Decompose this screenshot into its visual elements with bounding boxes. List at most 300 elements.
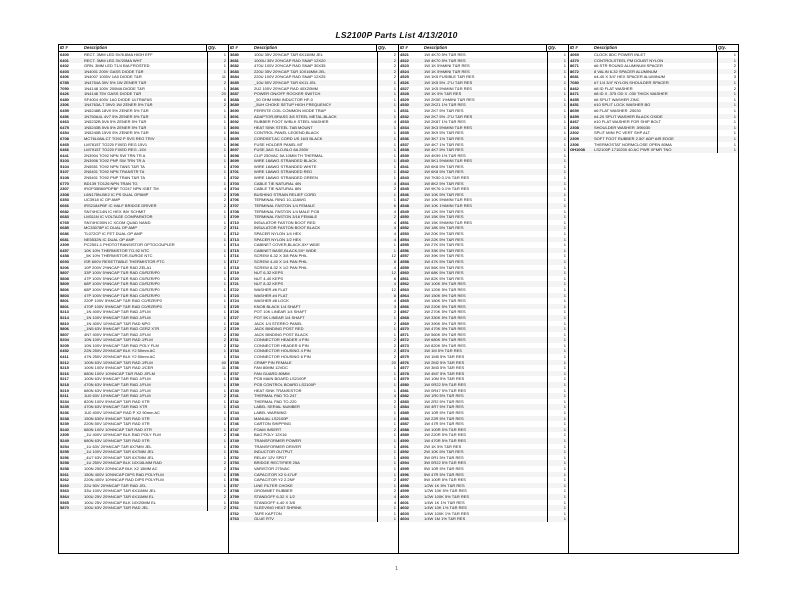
part-description: 1W 330K 5% T&R RES — [424, 314, 466, 320]
part-id: 4528 — [400, 91, 409, 97]
part-id: 2305 — [60, 432, 69, 438]
part-description: SLEEVING HEAT SHRINK — [254, 505, 302, 511]
part-qty: 1 — [547, 393, 568, 399]
part-id: 3699 — [230, 158, 239, 164]
part-description: 1W 10R 5% T&R RES — [424, 410, 464, 415]
part-qty: 1 — [547, 326, 568, 332]
part-id: 4575 — [400, 354, 409, 360]
part-qty: 1 — [207, 130, 228, 136]
part-description: _4U7 63V 20%NCAP T&R 6X7MM JEL — [84, 454, 154, 460]
part-description: INSULATOR FASTON BOOT BLACK — [254, 225, 321, 231]
part-id: 3689 — [230, 102, 239, 108]
part-id: 3741 — [230, 393, 239, 399]
part-description: TAPE KAPTON — [254, 510, 282, 516]
part-description: CONTROLSTEEL PM DOUBT NYLON — [594, 57, 664, 63]
part-description: POWER ON/OFF ROCKER SWITCH — [254, 91, 321, 97]
part-description: TRANSFORMER POWER — [254, 437, 302, 443]
part-id: 5808 — [60, 275, 69, 281]
part-qty: 1 — [547, 500, 568, 506]
part-description: 10P 200V 2%NCAP T&R RAD ZELA1 — [84, 264, 152, 270]
part-qty: 1 — [547, 321, 568, 327]
part-description: CLOCK 8DC POWER INLET — [594, 52, 646, 57]
part-description: SPACER NYLON 1/2 HEX — [254, 236, 302, 242]
part-description: 1W 0R22 5% T&R RES — [424, 382, 466, 388]
part-qty: 1 — [547, 158, 568, 164]
part-description: JACK 1/4 STEREO PANEL — [254, 320, 303, 326]
part-qty: 1 — [377, 175, 398, 181]
table-row — [229, 516, 398, 522]
part-id: 3731 — [230, 337, 239, 343]
part-id: 6463 — [60, 119, 69, 125]
part-id: 3749 — [230, 437, 239, 443]
part-id: 3686 — [230, 85, 239, 91]
part-id: 8471 — [570, 91, 579, 97]
column-header — [229, 45, 398, 52]
part-id: 6685 — [60, 225, 69, 231]
part-qty: 1 — [207, 142, 228, 148]
part-id: 3692 — [230, 119, 239, 125]
part-id: 2306 — [570, 141, 579, 147]
part-description: 1N4754A 39V 5% 1W ZENER T&R — [84, 79, 147, 85]
part-description: 1W 560K 5% T&R RES — [424, 331, 466, 337]
part-description: 680N 63V 5%NCAP T&R RAD J/FLM — [84, 387, 151, 393]
part-description: PCB CONTROL BOARD LS2100P — [254, 382, 316, 388]
table-row — [569, 147, 738, 153]
part-qty: 1 — [207, 114, 228, 120]
part-description: 5W 100R 5% T&R RES — [424, 477, 466, 483]
header-qty: Qty. — [716, 45, 738, 51]
part-qty: 1 — [207, 237, 228, 243]
part-id: 3738 — [230, 376, 239, 382]
part-description: NE5532N IC DUAL OP AMP — [84, 236, 135, 242]
part-id: 4597 — [400, 477, 409, 483]
part-id: 5206 — [60, 264, 69, 270]
part-description: 220U 35V 20%CAP T&R 10X16MM JEL — [254, 68, 326, 74]
part-qty: 2 — [377, 321, 398, 327]
part-id: 4533 — [400, 119, 409, 125]
header-id: ID # — [570, 45, 578, 50]
part-description: FAN 80MM 12VDC — [254, 365, 289, 371]
part-qty: 2 — [207, 505, 228, 511]
part-description: 47P 100V 5%NCAP T&R RAD C0/RZR/P0 — [84, 275, 160, 281]
part-qty: 1 — [547, 169, 568, 175]
part-description: 470U 100V 20%CAP RAD SNAP 30X35 — [254, 63, 326, 69]
part-description: 47P 100V 5%NCAP T&R RAD C0/RZR/P0 — [84, 292, 160, 298]
part-description: 680N 100V 10%NCAP T&R RAD J/FLM — [84, 370, 155, 376]
part-description: #4-20 SPLIT WASHER BLACK OXIDE — [594, 113, 663, 119]
part-id: 8451 — [570, 102, 579, 108]
part-id: 5254 — [60, 443, 69, 449]
part-id: 3693 — [230, 124, 239, 130]
part-qty: 1 — [547, 399, 568, 405]
part-qty: 1 — [547, 315, 568, 321]
document-title: LS2100P Parts List 4/13/2010 — [335, 30, 458, 40]
part-id: 4549 — [400, 208, 409, 214]
part-qty: 1 — [717, 52, 738, 58]
part-qty: 1 — [377, 242, 398, 248]
part-id: 4542 — [400, 169, 409, 175]
part-id: 3700 — [230, 163, 239, 169]
column-header — [59, 45, 228, 52]
part-description: LINE FILTER CHOKE — [254, 482, 293, 488]
part-id: 4531 — [400, 107, 409, 113]
part-description: 68P 100V 5%NCAP T&R RAD C0/RZR/P0 — [84, 281, 160, 287]
part-description: 1W 680K 5% T&R RES — [424, 337, 466, 343]
part-qty: 1 — [717, 102, 738, 108]
column-header — [569, 45, 738, 52]
part-qty: 1 — [207, 259, 228, 265]
part-description: 1W 820K 5% T&R RES — [424, 342, 466, 348]
part-qty: 1 — [377, 125, 398, 131]
part-description: 22U 50V 20%NCAP T&R RAD JEL — [84, 482, 147, 488]
part-qty: 1 — [547, 432, 568, 438]
part-qty: 1 — [207, 220, 228, 226]
part-qty: 2 — [207, 393, 228, 399]
part-id: 2309 — [570, 135, 579, 141]
part-id: 3729 — [230, 326, 239, 332]
part-qty: 1 — [547, 455, 568, 461]
part-description: CORDSET,AC CORD US 16/3 BLACK — [254, 135, 323, 141]
part-id: 4555 — [400, 242, 409, 248]
part-qty: 1 — [717, 136, 738, 142]
part-qty: 1 — [547, 410, 568, 416]
part-description: POT 5K LINEAR 1/4 SHAFT — [254, 314, 305, 320]
part-description: 1/4W 1M 1% T&R RES — [424, 516, 466, 522]
part-id: 4596 — [400, 471, 409, 477]
part-id: 3732 — [230, 342, 239, 348]
part-qty: 2 — [207, 192, 228, 198]
part-id: 5807 — [60, 331, 69, 337]
part-id: 3681 — [230, 57, 239, 63]
part-qty: 1 — [207, 477, 228, 483]
part-description: BAG POLY 12X16 — [254, 432, 287, 438]
part-id: 4556 — [400, 247, 409, 253]
part-description: 1N4148 75V GASS DIODE T&R — [84, 91, 142, 97]
part-id: 3698 — [230, 152, 239, 158]
part-id: 4585 — [400, 410, 409, 415]
part-id: 6454 — [60, 130, 69, 136]
part-id: 4584 — [400, 404, 409, 410]
part-description: 1U0 400V 10%NCAP RAD P X2 50mm AC — [84, 410, 160, 415]
part-id: 4579 — [400, 376, 409, 382]
part-description: 470N 63V 5%NCAP T&R RAD XTR — [84, 404, 148, 410]
part-description: 33U 100V 20%NCAP T&R 6X11MM JEL — [84, 488, 156, 494]
part-id: 5255 — [60, 449, 69, 455]
part-qty: 1 — [207, 276, 228, 282]
part-qty: 1 — [377, 466, 398, 472]
header-description: Description — [594, 45, 618, 50]
part-id: 5238 — [60, 415, 69, 421]
part-description: 3W 0R22 5% T&R RES — [424, 460, 466, 466]
part-description: 1W 390K 5% T&R RES — [424, 320, 466, 326]
header-qty: Qty. — [206, 45, 228, 51]
part-description: JACK BINDING POST RED — [254, 326, 304, 332]
part-description: 150N 400V 10%NCAP DIPS RAD POLYFLM — [84, 471, 164, 477]
part-description: 2N3904 TO92 NPN SW TRN TR A — [84, 152, 146, 158]
part-qty: 4 — [377, 225, 398, 231]
part-qty: 1 — [377, 192, 398, 198]
part-description: 1U0 63V 10%NCAP T&R RAD J/FLM — [84, 393, 151, 399]
part-description: 1N4763A-T 39V0 1W ZENER 5% T&R — [84, 102, 153, 108]
part-qty: 1 — [377, 455, 398, 461]
part-description: WIRE 18AWG STRANDED WHITE — [254, 163, 317, 169]
part-description: 1W 150K 5% T&R RES — [424, 292, 466, 298]
part-description: CABINET COVER,BLACK,5X* WIDE — [254, 242, 320, 248]
part-qty: 1 — [547, 52, 568, 58]
part-id: 4590 — [400, 437, 409, 443]
part-description: 680N 100V 10%NCAP T&R RAD XTR — [84, 426, 152, 432]
part-id: 5217 — [60, 376, 69, 382]
part-qty: 1 — [207, 253, 228, 259]
part-description: TERMINAL RING 10-12AWG — [254, 197, 306, 203]
part-qty: 1 — [377, 511, 398, 517]
part-qty: 2 — [207, 337, 228, 343]
part-id: 3705 — [230, 191, 239, 197]
part-qty: 1 — [207, 399, 228, 405]
part-description: WIRE 18AWG STRANDED BLACK — [254, 158, 317, 164]
part-description: 1W 7K50 0.1% T&R RES — [424, 175, 470, 181]
part-description: 1W 8K2 5% T&R RES — [424, 180, 464, 186]
part-description: _1U 400V 10%NCAP BLK RAD POLY FLM — [84, 432, 161, 438]
part-id: 3710 — [230, 219, 239, 225]
parts-rows — [399, 52, 568, 553]
part-id: 3727 — [230, 314, 239, 320]
parts-table — [58, 44, 738, 554]
part-id: 3755 — [230, 471, 239, 477]
part-qty: 11 — [207, 74, 228, 80]
part-id: 8459 — [570, 113, 579, 119]
part-description: FOAM INSERT — [254, 426, 282, 432]
part-qty: 1 — [377, 147, 398, 153]
part-id: 3748 — [230, 432, 239, 438]
part-id: 8659 — [570, 107, 579, 113]
part-qty: 1 — [207, 242, 228, 248]
part-id: 4526 — [400, 79, 409, 85]
part-id: 4538 — [400, 147, 409, 153]
part-id: 3737 — [230, 370, 239, 376]
part-description: 820N 100V 5%NCAP T&R RAD XTR — [84, 398, 150, 404]
part-id: 6682 — [60, 208, 69, 214]
part-id: 4594 — [400, 460, 409, 466]
part-description: TL072CP IC FET DUAL OP AMP — [84, 231, 143, 236]
part-id: 6456 — [60, 113, 69, 119]
part-description: 1W 1M5 5% T&R RES — [424, 354, 465, 360]
part-description: SCREW 8-32 X 1/2 PAN PHIL — [254, 264, 308, 270]
part-id: 4566 — [400, 303, 409, 309]
part-qty: 1 — [377, 102, 398, 108]
part-qty: 1 — [377, 432, 398, 438]
part-id: 5363 — [60, 488, 69, 494]
part-id: 4069 — [570, 52, 579, 57]
part-qty: 4 — [377, 237, 398, 243]
part-qty: 1 — [717, 142, 738, 148]
part-description: 5W 10R 5% T&R RES — [424, 465, 464, 471]
part-description: 1N4007 1000V 1A0 DIODE T&R — [84, 74, 142, 80]
part-description: CABINET BASE,BLACK,5X* WIDE — [254, 247, 317, 253]
part-description: #10 FLAT WASHER FOR SHIP BOLT — [594, 119, 661, 125]
part-description: CONTROL PANEL LEGEND,BLACK — [254, 130, 319, 136]
part-description: RECT. 3MM LED 3V/20MA WHT — [84, 57, 143, 63]
part-id: 6666 — [60, 203, 69, 209]
part-qty: 2 — [377, 214, 398, 220]
part-qty: 1 — [377, 410, 398, 416]
part-id: 4576 — [400, 359, 409, 365]
part-qty: 4 — [377, 265, 398, 271]
part-qty: 1 — [547, 192, 568, 198]
part-id: 3694 — [230, 130, 239, 136]
part-qty: 1 — [547, 304, 568, 310]
part-id: 2309 — [60, 242, 69, 248]
part-qty: 1 — [377, 371, 398, 377]
part-qty: 1 — [547, 360, 568, 366]
part-id: 4580 — [400, 382, 409, 388]
part-description: TERMINAL FASTON 1/4 FEMALE — [254, 203, 315, 209]
part-description: 1W 270K 5% T&R RES — [424, 309, 466, 315]
parts-column-3 — [398, 44, 569, 554]
part-qty: 1 — [207, 304, 228, 310]
part-qty: 1 — [547, 114, 568, 120]
part-qty: 4 — [207, 186, 228, 192]
part-description: RUBBER FOOT W/BLK STEEL WASHER — [254, 119, 329, 125]
part-qty: 1 — [547, 494, 568, 500]
part-id: 6465 — [60, 141, 69, 147]
header-description: Description — [424, 45, 448, 50]
part-qty: 1 — [377, 97, 398, 103]
part-id: 8462 — [570, 85, 579, 91]
part-id: 3708 — [230, 208, 239, 214]
part-id: 4536 — [400, 135, 409, 141]
part-description: 1W 10K 5%MINI T&R RES — [424, 197, 472, 203]
part-id: 4586 — [400, 415, 409, 421]
part-qty: 2 — [377, 74, 398, 80]
part-qty: 1 — [377, 91, 398, 97]
part-id: 4557 — [400, 253, 409, 259]
part-description: FUSE HOLDER PANEL MT — [254, 141, 304, 147]
part-qty: 2 — [207, 343, 228, 349]
part-description: CONNECTOR HOUSING 6 PIN — [254, 354, 311, 360]
part-id: 3704 — [230, 186, 239, 192]
part-description: 2W 1K 5% T&R RES — [424, 443, 462, 449]
part-qty: 1 — [207, 125, 228, 131]
part-id: 5261 — [60, 471, 69, 477]
part-qty: 1 — [377, 136, 398, 142]
part-qty: 3 — [377, 304, 398, 310]
part-qty: 2 — [207, 460, 228, 466]
part-id: 5107 — [60, 169, 69, 175]
part-id: 4568 — [400, 314, 409, 320]
part-qty: 4 — [377, 220, 398, 226]
part-qty: 1 — [377, 130, 398, 136]
part-id: 4530 — [400, 102, 409, 108]
part-id: 5240 — [60, 426, 69, 432]
part-description: ISR 600V RESETTABLE THERMISTOR PTC — [84, 258, 165, 264]
part-id: 4540 — [400, 158, 409, 164]
part-description: BRIDGE RECTIFIER 25A — [254, 460, 300, 466]
part-description: SF4004 400V 1A0 DIODE ULTRAFAS — [84, 96, 152, 102]
part-qty: 1 — [547, 388, 568, 394]
header-qty: Qty. — [376, 45, 398, 51]
part-description: _50 OHM MINI INDUCTOR HF-0 — [254, 96, 313, 102]
part-qty: 1 — [377, 114, 398, 120]
part-description: THERMAL PAD TO-220 — [254, 398, 297, 404]
part-description: 1W 100K 5% T&R RES — [424, 281, 466, 287]
part-description: FAN GUARD 80MM — [254, 370, 290, 376]
part-qty: 1 — [547, 74, 568, 80]
part-qty: 1 — [717, 97, 738, 103]
part-description: IRS2184PBF IC HALF BRIDGE DRIVER — [84, 203, 157, 209]
part-qty: 1 — [547, 505, 568, 511]
part-description: 1W 1M 5% T&R RES — [424, 348, 462, 354]
part-qty: 1 — [717, 147, 738, 153]
part-description: MC33078P IC DUAL OP AMP — [84, 225, 138, 231]
part-qty: 1 — [377, 248, 398, 254]
part-id: 3752 — [230, 454, 239, 460]
part-id: 4582 — [400, 393, 409, 399]
parts-column-2 — [228, 44, 399, 554]
part-id: 5234 — [60, 398, 69, 404]
table-row — [399, 516, 568, 522]
part-qty: 1 — [207, 438, 228, 444]
part-id: 4589 — [400, 432, 409, 438]
part-id: 4569 — [400, 320, 409, 326]
part-description: PC2501-1 PHOTOTRANSISTOR OPTOCOUPLER — [84, 242, 175, 248]
part-description: TRANSFORMER DRIVER — [254, 443, 302, 449]
part-qty: 1 — [547, 136, 568, 142]
part-description: BD139 TO126 NPN TRAN TG — [84, 180, 138, 186]
part-qty: 1 — [547, 460, 568, 466]
part-id: 7080 — [570, 79, 579, 85]
part-id: 3725 — [230, 303, 239, 309]
part-id: 4565 — [400, 298, 409, 304]
part-qty: 1 — [207, 63, 228, 69]
part-id: 4567 — [400, 309, 409, 315]
part-id: 3754 — [230, 465, 239, 471]
parts-column-1 — [58, 44, 229, 554]
part-id: 4574 — [400, 348, 409, 354]
part-id: 8672 — [570, 68, 579, 74]
part-id: 4581 — [400, 387, 409, 393]
part-id: 3711 — [230, 225, 239, 231]
part-id: 4521 — [400, 52, 409, 57]
part-qty: 1 — [207, 158, 228, 164]
part-qty: 1 — [207, 147, 228, 153]
part-description: 1W 180K 5% T&R RES — [424, 298, 466, 304]
part-description: #6 FLAT WASHER .25030 — [594, 107, 641, 113]
parts-rows — [59, 52, 228, 553]
part-id: 3730 — [230, 331, 239, 337]
part-description: 1N4148 100V 200MA DIODE T&R — [84, 85, 145, 91]
part-qty: 1 — [547, 80, 568, 86]
part-description: LM311N IC VOLTAGE COMPARATOR — [84, 214, 153, 220]
part-description: #6 SPLIT WASHER ZINC — [594, 96, 640, 102]
part-id: 5801 — [60, 303, 69, 309]
part-qty: 1 — [547, 427, 568, 433]
part-qty: 2 — [207, 80, 228, 86]
part-description: 1W 120K 5% T&R RES — [424, 286, 466, 292]
part-qty: 1 — [377, 365, 398, 371]
part-qty: 1 — [207, 388, 228, 394]
part-qty: 1 — [207, 472, 228, 478]
part-description: RELAY 12V SPDT — [254, 454, 287, 460]
part-description: CLIP 250VAC 5A 10MM TH THERMAL — [254, 152, 324, 158]
part-description: FUSE,3AG SLO-BLO 8A 250V — [254, 147, 309, 153]
part-id: 3706 — [230, 197, 239, 203]
part-id: 6686 — [60, 231, 69, 236]
part-qty: 1 — [547, 466, 568, 472]
part-id: 4559 — [400, 264, 409, 270]
part-id: 3714 — [230, 242, 239, 248]
part-description: #10 SPLIT LOCK WASHER BO — [594, 102, 651, 108]
